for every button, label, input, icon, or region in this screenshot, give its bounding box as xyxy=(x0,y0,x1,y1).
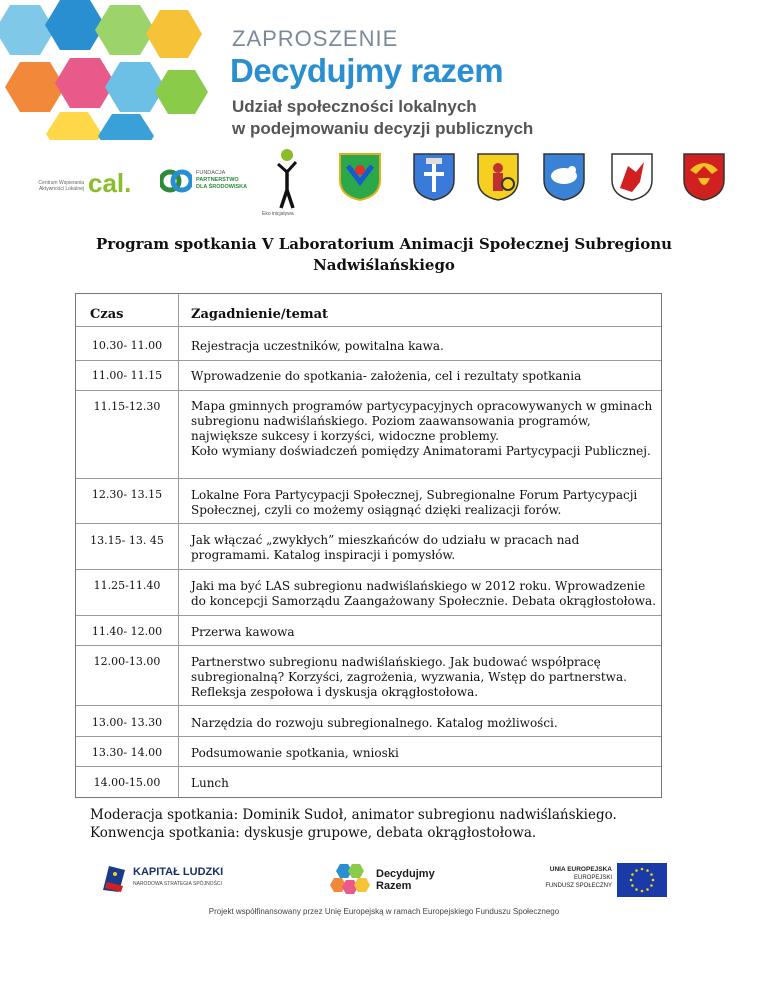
table-row-topic: Partnerstwo subregionu nadwiślańskiego. Jak budować współpracę subregionalną? Korzyści, zagrożenia, wyzwania, Wstęp do partnerstwa. Refleksja zespołowa i dyskusja okrągłostołowa. xyxy=(191,655,627,699)
campaign-headline: Decydujmy razem xyxy=(230,52,504,89)
coat-of-arms-icon-3 xyxy=(476,152,520,202)
kapital-ludzki-subtitle: NARODOWA STRATEGIA SPÓJNOŚCI xyxy=(133,881,222,887)
table-row-time: 11.40- 12.00 xyxy=(91,625,163,638)
convention-line: Konwencja spotkania: dyskusje grupowe, debata okrągłostołowa. xyxy=(90,825,537,841)
fpds-logo-icon xyxy=(160,168,192,194)
coat-of-arms-icon-4 xyxy=(542,152,586,202)
table-row-topic: Jaki ma być LAS subregionu nadwiślańskiego w 2012 roku. Wprowadzenie do koncepcji Samorządu Zaangażowany Społecznie. Debata okrągłostołowa. xyxy=(191,579,657,608)
table-row-topic: Podsumowanie spotkania, wnioski xyxy=(191,746,399,760)
eu-fund-text xyxy=(530,866,612,890)
table-row-time: 10.30- 11.00 xyxy=(91,339,163,352)
row-divider xyxy=(76,390,661,391)
table-row-time: 13.00- 13.30 xyxy=(91,716,163,729)
eko-initiative-caption: Eko inicjatywa xyxy=(262,211,294,217)
table-row-topic: Narzędzia do rozwoju subregionalnego. Katalog możliwości. xyxy=(191,716,558,730)
fpds-line3: DLA ŚRODOWISKA xyxy=(196,184,248,190)
campaign-subtitle-line1: Udział społeczności lokalnych xyxy=(232,97,477,116)
table-row-topic: Wprowadzenie do spotkania- założenia, cel i rezultaty spotkania xyxy=(191,369,582,383)
coat-of-arms-icon-1 xyxy=(338,152,382,202)
table-row-time: 11.00- 11.15 xyxy=(91,369,163,382)
table-column-divider xyxy=(178,294,179,797)
table-row-topic: Rejestracja uczestników, powitalna kawa. xyxy=(191,339,444,353)
column-header-topic: Zagadnienie/temat xyxy=(191,307,329,322)
table-row-time: 12.30- 13.15 xyxy=(91,488,163,501)
coat-of-arms-icon-6 xyxy=(682,152,726,202)
campaign-subtitle-line2: w podejmowaniu decyzji publicznych xyxy=(232,119,534,138)
table-row-topic: Lokalne Fora Partycypacji Społecznej, Subregionalne Forum Partycypacji Społecznej, czyli co możemy osiągnąć dzięki realizacji forów. xyxy=(191,488,638,517)
eko-initiative-figure-icon xyxy=(272,148,302,210)
ue-line1: UNIA EUROPEJSKA xyxy=(549,866,612,873)
coat-of-arms-icon-2 xyxy=(412,152,456,202)
table-row-topic: Lunch xyxy=(191,776,229,790)
decydujmy-razem-text xyxy=(376,868,435,892)
row-divider xyxy=(76,736,661,737)
decydujmy-razem-logo-icon xyxy=(330,862,370,898)
column-header-time: Czas xyxy=(90,307,124,322)
row-divider xyxy=(76,615,661,616)
row-divider xyxy=(76,360,661,361)
kapital-ludzki-title: KAPITAŁ LUDZKI xyxy=(133,866,224,878)
meeting-notes xyxy=(90,806,690,842)
row-divider xyxy=(76,326,661,327)
hexagon-pattern-decoration xyxy=(0,0,220,140)
row-divider xyxy=(76,523,661,524)
table-row-time: 12.00-13.00 xyxy=(93,655,161,668)
ue-line3: FUNDUSZ SPOŁECZNY xyxy=(545,883,612,889)
row-divider xyxy=(76,569,661,570)
fpds-logo-text xyxy=(196,170,247,191)
table-row-time: 13.30- 14.00 xyxy=(91,746,163,759)
cal-logo-small-text: Centrum Wspierania Aktywności Lokalnej xyxy=(38,180,84,192)
table-row-topic: Mapa gminnych programów partycypacyjnych opracowywanych w gminach subregionu nadwiślańskiego. Poziom zaawansowania programów, największe sukcesy i korzyści, widoczne problemy. Koło wymiany doświadczeń pomiędzy Animatorami Partycypacji Publicznej. xyxy=(191,399,653,458)
row-divider xyxy=(76,766,661,767)
dr-line2: Razem xyxy=(376,880,412,892)
invitation-label: ZAPROSZENIE xyxy=(232,26,399,51)
moderation-line: Moderacja spotkania: Dominik Sudoł, animator subregionu nadwiślańskiego. xyxy=(90,807,617,823)
program-title: Program spotkania V Laboratorium Animacji Społecznej Subregionu Nadwiślańskiego xyxy=(95,235,673,274)
row-divider xyxy=(76,645,661,646)
cal-logo: cal. xyxy=(88,168,132,198)
fpds-line1: FUNDACJA xyxy=(196,170,226,176)
table-row-time: 11.25-11.40 xyxy=(93,579,161,592)
kapital-ludzki-flag-icon xyxy=(101,864,127,892)
ue-line2: EUROPEJSKI xyxy=(573,875,612,881)
table-row-topic: Jak włączać „zwykłych” mieszkańców do udziału w pracach nad programami. Katalog inspiracji i pomysłów. xyxy=(191,533,580,562)
table-row-time: 13.15- 13. 45 xyxy=(90,534,164,547)
table-row-topic: Przerwa kawowa xyxy=(191,625,295,639)
row-divider xyxy=(76,705,661,706)
table-row-time: 14.00-15.00 xyxy=(93,776,161,789)
coat-of-arms-icon-5 xyxy=(610,152,654,202)
fpds-line2: PARTNERSTWO xyxy=(196,177,239,183)
eu-flag-icon xyxy=(617,863,667,897)
dr-line1: Decydujmy xyxy=(376,868,435,880)
row-divider xyxy=(76,478,661,479)
table-row-time: 11.15-12.30 xyxy=(93,400,161,413)
cofinance-note: Projekt współfinansowany przez Unię Europejską w ramach Europejskiego Funduszu Społecznego xyxy=(208,907,560,916)
